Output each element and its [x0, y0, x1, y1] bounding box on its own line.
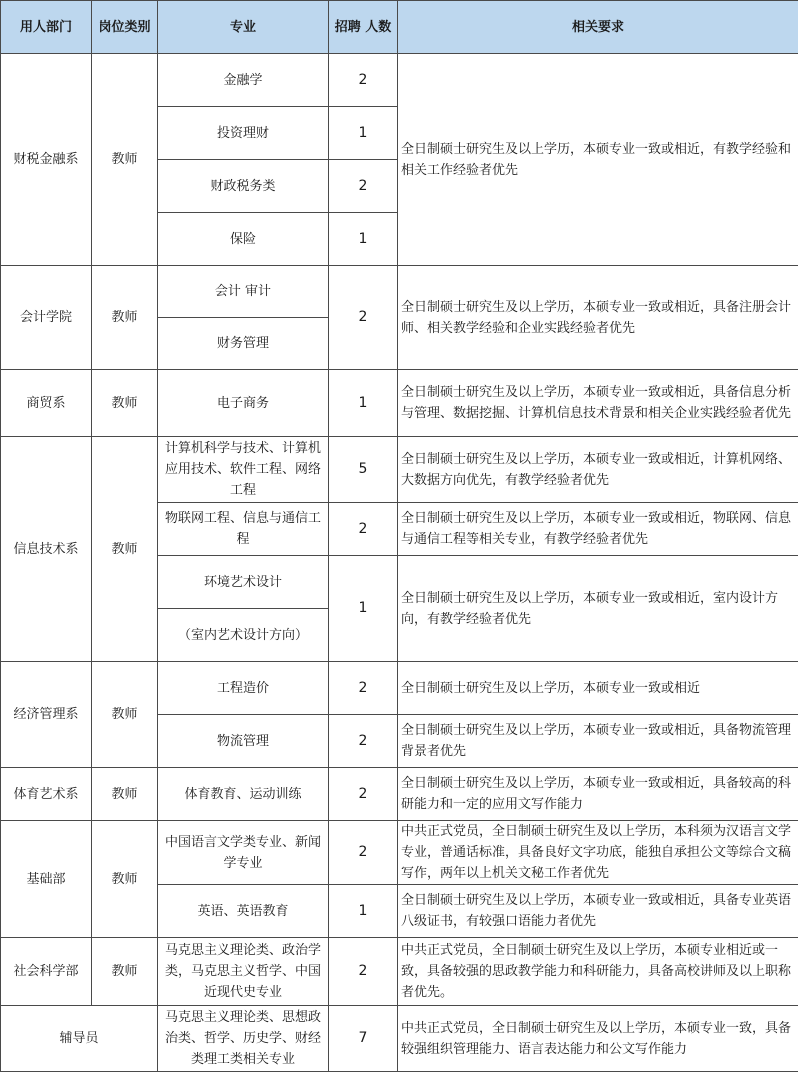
count-cell: 7 [329, 1006, 398, 1072]
requirement-cell: 全日制硕士研究生及以上学历，本硕专业一致或相近，物联网、信息与通信工程等相关专业，有教学经验者优先 [398, 503, 798, 556]
table-row [1, 370, 798, 437]
requirement-cell: 全日制硕士研究生及以上学历，本硕专业一致或相近，具备注册会计师、相关教学经验和企业实践经验者优先 [398, 266, 798, 370]
major-cell: 计算机科学与技术、计算机应用技术、软件工程、网络工程 [158, 437, 329, 503]
requirement-cell: 全日制硕士研究生及以上学历，本硕专业一致或相近，具备较高的科研能力和一定的应用文写作能力 [398, 768, 798, 821]
dept-cell: 商贸系 [1, 370, 92, 437]
post-cell: 教师 [92, 266, 158, 370]
post-cell: 教师 [92, 938, 158, 1006]
major-cell: 金融学 [158, 54, 329, 107]
major-cell: （室内艺术设计方向） [158, 609, 329, 662]
count-cell: 2 [329, 768, 398, 821]
count-cell: 2 [329, 160, 398, 213]
table-row [1, 266, 798, 318]
count-cell: 2 [329, 266, 398, 370]
major-cell: 马克思主义理论类、政治学类，马克思主义哲学、中国近现代史专业 [158, 938, 329, 1006]
requirement-cell: 全日制硕士研究生及以上学历，本硕专业一致或相近，具备物流管理背景者优先 [398, 715, 798, 768]
header-count: 招聘 人数 [329, 1, 398, 54]
dept-cell: 基础部 [1, 821, 92, 938]
major-cell: 物流管理 [158, 715, 329, 768]
count-cell: 1 [329, 885, 398, 938]
major-cell: 工程造价 [158, 662, 329, 715]
header-dept: 用人部门 [1, 1, 92, 54]
requirement-cell: 全日制硕士研究生及以上学历，本硕专业一致或相近，计算机网络、大数据方向优先，有教学经验者优先 [398, 437, 798, 503]
header-req: 相关要求 [398, 1, 798, 54]
major-cell: 中国语言文学类专业、新闻学专业 [158, 821, 329, 885]
count-cell: 2 [329, 715, 398, 768]
major-cell: 会计 审计 [158, 266, 329, 318]
major-cell: 电子商务 [158, 370, 329, 437]
requirement-cell: 中共正式党员，全日制硕士研究生及以上学历，本科须为汉语言文学专业，普通话标准，具备良好文字功底，能独自承担公文等综合文稿写作，两年以上机关文秘工作者优先 [398, 821, 798, 885]
major-cell: 物联网工程、信息与通信工程 [158, 503, 329, 556]
major-cell: 英语、英语教育 [158, 885, 329, 938]
table-row [1, 662, 798, 715]
major-cell: 环境艺术设计 [158, 556, 329, 609]
requirement-cell: 全日制硕士研究生及以上学历，本硕专业一致或相近，室内设计方向，有教学经验者优先 [398, 556, 798, 662]
header-row [1, 1, 798, 54]
requirement-cell: 中共正式党员，全日制硕士研究生及以上学历，本硕专业相近或一致，具备较强的思政教学能力和科研能力，具备高校讲师及以上职称者优先。 [398, 938, 798, 1006]
table-row [1, 1006, 798, 1072]
post-cell: 教师 [92, 768, 158, 821]
major-cell: 保险 [158, 213, 329, 266]
post-cell: 教师 [92, 821, 158, 938]
dept-cell: 会计学院 [1, 266, 92, 370]
requirement-cell: 全日制硕士研究生及以上学历，本硕专业一致或相近，具备信息分析与管理、数据挖掘、计算机信息技术背景和相关企业实践经验者优先 [398, 370, 798, 437]
major-cell: 投资理财 [158, 107, 329, 160]
count-cell: 2 [329, 938, 398, 1006]
count-cell: 1 [329, 213, 398, 266]
major-cell: 财务管理 [158, 318, 329, 370]
dept-cell: 辅导员 [1, 1006, 158, 1072]
table-row [1, 437, 798, 503]
count-cell: 2 [329, 662, 398, 715]
major-cell: 马克思主义理论类、思想政治类、哲学、历史学、财经类理工类相关专业 [158, 1006, 329, 1072]
count-cell: 1 [329, 107, 398, 160]
header-post: 岗位类别 [92, 1, 158, 54]
dept-cell: 经济管理系 [1, 662, 92, 768]
count-cell: 5 [329, 437, 398, 503]
table-row [1, 821, 798, 885]
dept-cell: 信息技术系 [1, 437, 92, 662]
requirement-cell: 全日制硕士研究生及以上学历，本硕专业一致或相近，具备专业英语八级证书，有较强口语能力者优先 [398, 885, 798, 938]
dept-cell: 体育艺术系 [1, 768, 92, 821]
requirement-cell: 全日制硕士研究生及以上学历，本硕专业一致或相近 [398, 662, 798, 715]
dept-cell: 财税金融系 [1, 54, 92, 266]
post-cell: 教师 [92, 370, 158, 437]
post-cell: 教师 [92, 437, 158, 662]
table-row [1, 938, 798, 1006]
table-row [1, 768, 798, 821]
dept-cell: 社会科学部 [1, 938, 92, 1006]
table-row [1, 54, 798, 107]
major-cell: 体育教育、运动训练 [158, 768, 329, 821]
count-cell: 2 [329, 503, 398, 556]
header-major: 专业 [158, 1, 329, 54]
post-cell: 教师 [92, 662, 158, 768]
major-cell: 财政税务类 [158, 160, 329, 213]
count-cell: 2 [329, 821, 398, 885]
requirement-cell: 中共正式党员，全日制硕士研究生及以上学历，本硕专业一致，具备较强组织管理能力、语言表达能力和公文写作能力 [398, 1006, 798, 1072]
requirement-cell: 全日制硕士研究生及以上学历，本硕专业一致或相近，有教学经验和相关工作经验者优先 [398, 54, 798, 266]
count-cell: 2 [329, 54, 398, 107]
count-cell: 1 [329, 370, 398, 437]
count-cell: 1 [329, 556, 398, 662]
post-cell: 教师 [92, 54, 158, 266]
